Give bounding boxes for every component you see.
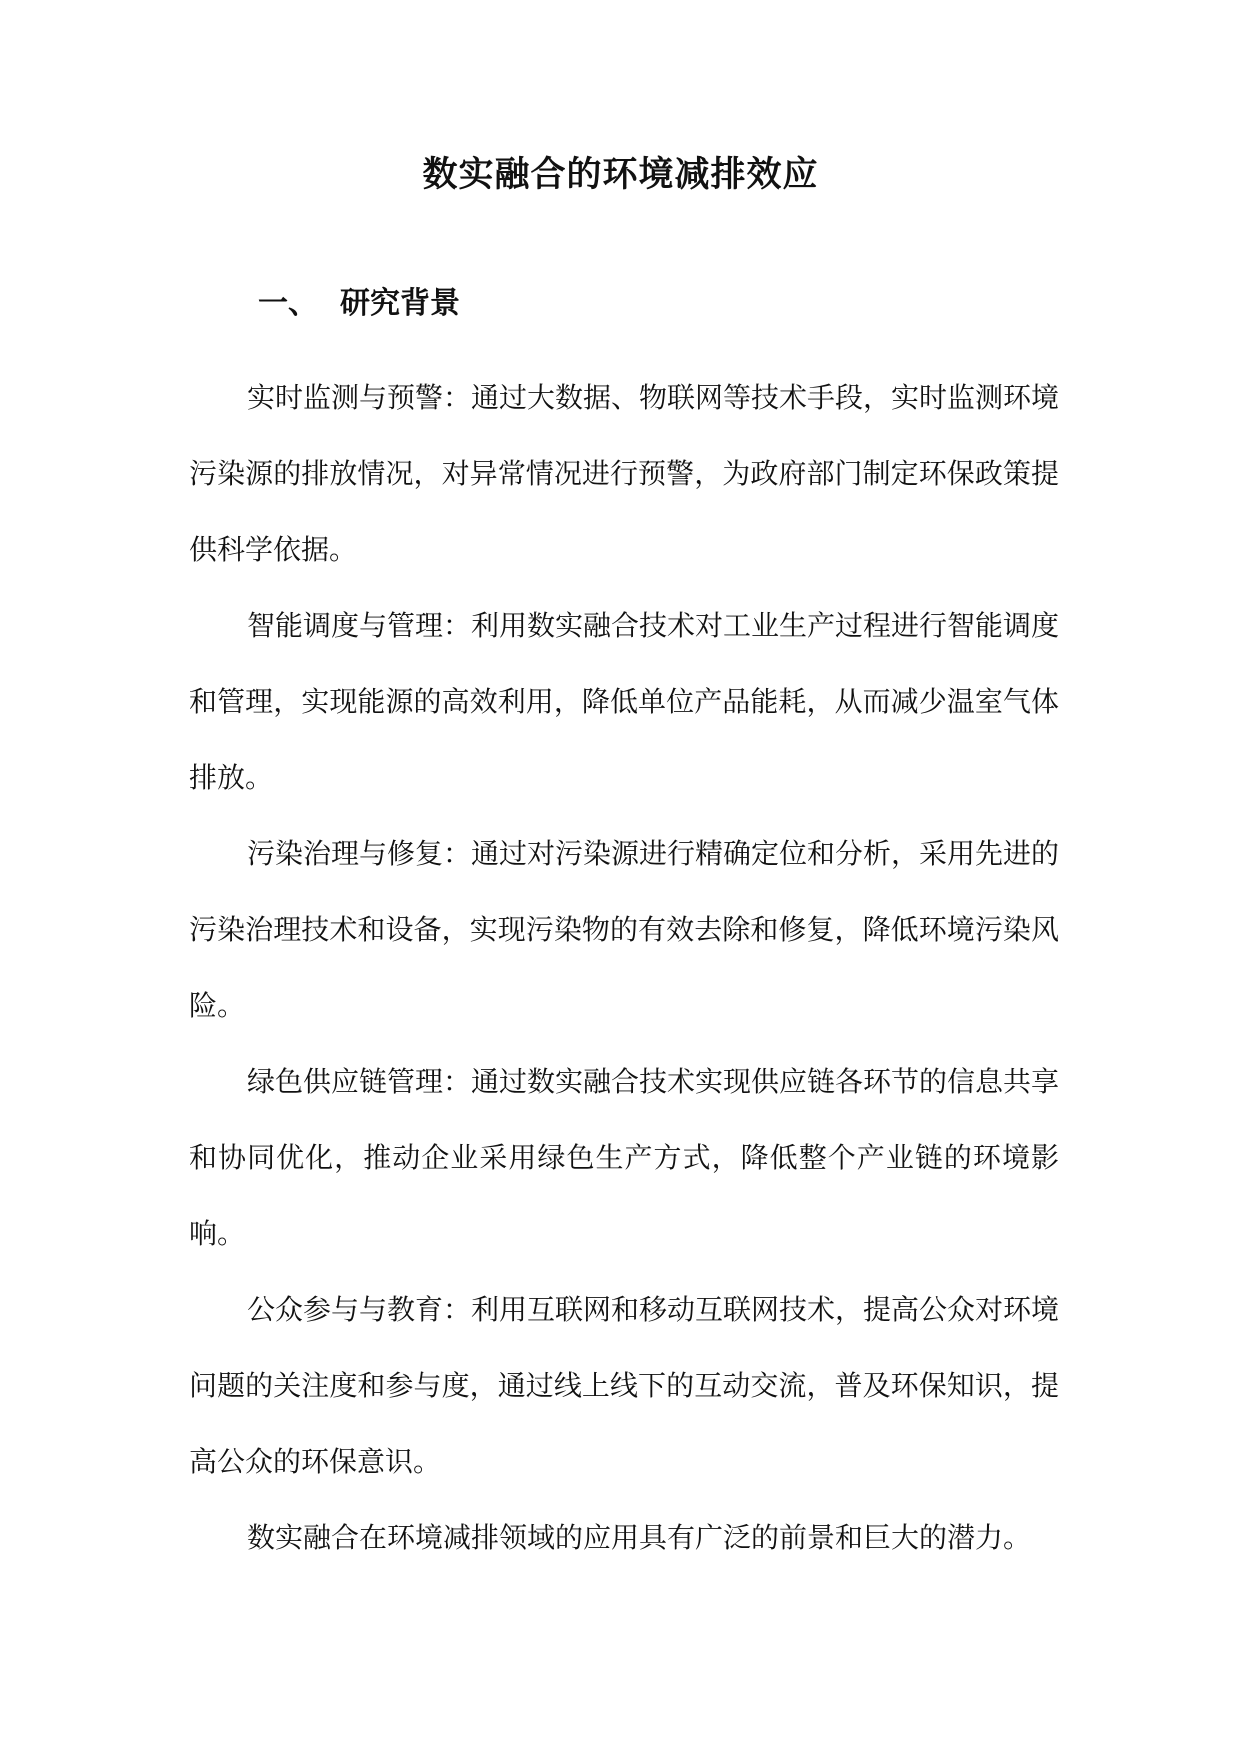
paragraph-public-participation: 公众参与与教育：利用互联网和移动互联网技术，提高公众对环境问题的关注度和参与度，通过线上线下的互动交流，普及环保知识，提高公众的环保意识。 [189, 1293, 1060, 1478]
paragraph-green-supply-chain: 绿色供应链管理：通过数实融合技术实现供应链各环节的信息共享和协同优化，推动企业采用绿色生产方式，降低整个产业链的环境影响。 [189, 1065, 1060, 1250]
paragraph-pollution-treatment: 污染治理与修复：通过对污染源进行精确定位和分析，采用先进的污染治理技术和设备，实现污染物的有效去除和修复，降低环境污染风险。 [189, 837, 1060, 1022]
body-text [189, 360, 1059, 1576]
paragraph-monitoring: 实时监测与预警：通过大数据、物联网等技术手段，实时监测环境污染源的排放情况，对异常情况进行预警，为政府部门制定环保政策提供科学依据。 [189, 381, 1060, 566]
section-heading [258, 279, 460, 329]
section-number: 一、 [258, 286, 318, 321]
document-title: 数实融合的环境减排效应 [422, 155, 819, 195]
paragraph-conclusion: 数实融合在环境减排领域的应用具有广泛的前景和巨大的潜力。 [247, 1521, 1032, 1554]
paragraph-scheduling: 智能调度与管理：利用数实融合技术对工业生产过程进行智能调度和管理，实现能源的高效利用，降低单位产品能耗，从而减少温室气体排放。 [189, 609, 1060, 794]
section-heading-text: 研究背景 [340, 286, 460, 321]
